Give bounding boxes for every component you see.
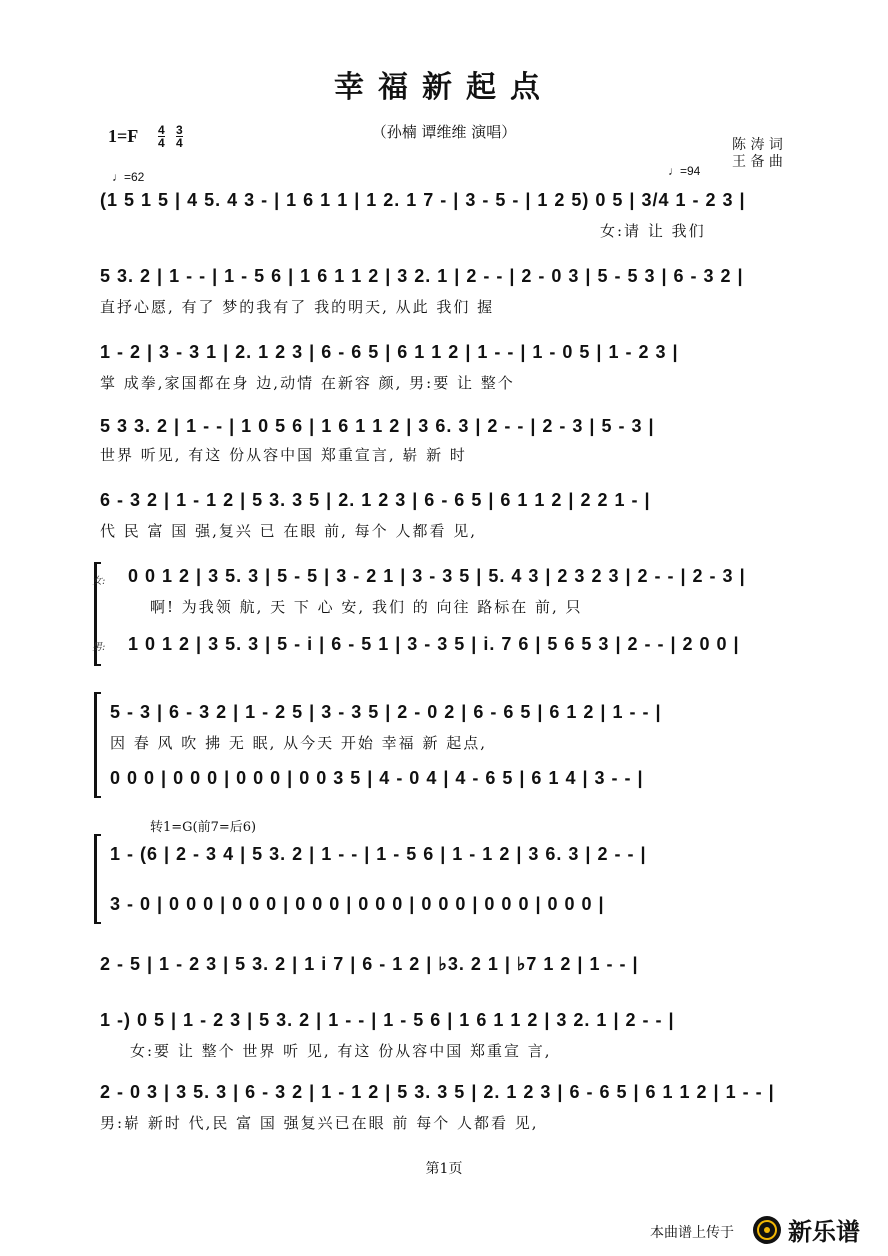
lyricist-credit: 陈 涛 词 bbox=[732, 137, 783, 153]
lyric-row-6: 啊! 为我领 航, 天 下 心 安, 我们 的 向往 路标在 前, 只 bbox=[150, 598, 583, 616]
lyric-row-4: 世界 听见, 有这 份从容中国 郑重宣言, 崭 新 时 bbox=[100, 446, 467, 464]
score-row-8: 5 - 3 | 6 - 3 2 | 1 - 2 5 | 3 - 3 5 | 2 - 0 2 | 6 - 6 5 | 6 1 2 | 1 - - | bbox=[110, 702, 662, 722]
time-signature-1 bbox=[158, 124, 165, 149]
record-disc-icon bbox=[752, 1215, 782, 1245]
score-row-2: 5 3. 2 | 1 - - | 1 - 5 6 | 1 6 1 1 2 | 3 2. 1 | 2 - - | 2 - 0 3 | 5 - 5 3 | 6 - 3 2 | bbox=[100, 266, 744, 286]
time-sig-num: 4 bbox=[158, 123, 165, 137]
time-signature-2 bbox=[176, 124, 183, 149]
score-row-13: 1 -) 0 5 | 1 - 2 3 | 5 3. 2 | 1 - - | 1 - 5 6 | 1 6 1 1 2 | 3 2. 1 | 2 - - | bbox=[100, 1010, 675, 1030]
lyric-row-5: 代 民 富 国 强,复兴 已 在眼 前, 每个 人都看 见, bbox=[100, 522, 477, 540]
score-row-7: 1 0 1 2 | 3 5. 3 | 5 - i | 6 - 5 1 | 3 - 3 5 | i. 7 6 | 5 6 5 3 | 2 - - | 2 0 0 | bbox=[128, 634, 740, 654]
system-brace-3 bbox=[94, 834, 101, 924]
lyric-row-2: 直抒心愿, 有了 梦的我有了 我的明天, 从此 我们 握 bbox=[100, 298, 495, 316]
time-sig-den: 4 bbox=[176, 136, 183, 150]
singers-line: （孙楠 谭维维 演唱） bbox=[371, 123, 517, 141]
lyric-row-8: 因 春 风 吹 拂 无 眠, 从今天 开始 幸福 新 起点, bbox=[110, 734, 487, 752]
score-row-5: 6 - 3 2 | 1 - 1 2 | 5 3. 3 5 | 2. 1 2 3 | 6 - 6 5 | 6 1 1 2 | 2 2 1 - | bbox=[100, 490, 651, 510]
time-sig-num: 3 bbox=[176, 123, 183, 137]
voice-label-male: 男: bbox=[92, 642, 106, 653]
system-brace-2 bbox=[94, 692, 101, 798]
score-row-3: 1 - 2 | 3 - 3 1 | 2. 1 2 3 | 6 - 6 5 | 6 1 1 2 | 1 - - | 1 - 0 5 | 1 - 2 3 | bbox=[100, 342, 679, 362]
key-signature: 1=F bbox=[108, 126, 139, 146]
brand-logo[interactable] bbox=[752, 1212, 860, 1247]
voice-label-female: 女: bbox=[92, 576, 106, 587]
time-sig-den: 4 bbox=[158, 136, 165, 150]
score-row-6: 0 0 1 2 | 3 5. 3 | 5 - 5 | 3 - 2 1 | 3 - 3 5 | 5. 4 3 | 2 3 2 3 | 2 - - | 2 - 3 | bbox=[128, 566, 746, 586]
score-row-14: 2 - 0 3 | 3 5. 3 | 6 - 3 2 | 1 - 1 2 | 5 3. 3 5 | 2. 1 2 3 | 6 - 6 5 | 6 1 1 2 | 1 - - | bbox=[100, 1082, 775, 1102]
lyric-row-3: 掌 成拳,家国都在身 边,动情 在新容 颜, 男:要 让 整个 bbox=[100, 374, 515, 392]
score-row-4: 5 3 3. 2 | 1 - - | 1 0 5 6 | 1 6 1 1 2 | 3 6. 3 | 2 - - | 2 - 3 | 5 - 3 | bbox=[100, 416, 655, 436]
score-row-12: 2 - 5 | 1 - 2 3 | 5 3. 2 | 1 i 7 | 6 - 1 2 | ♭3. 2 1 | ♭7 1 2 | 1 - - | bbox=[100, 954, 639, 974]
page-number: 第1页 bbox=[425, 1161, 463, 1177]
modulation-note: 转1=G(前7=后6) bbox=[150, 820, 257, 835]
lyric-row-14: 男:崭 新时 代,民 富 国 强复兴已在眼 前 每个 人都看 见, bbox=[100, 1114, 539, 1132]
score-row-11: 3 - 0 | 0 0 0 | 0 0 0 | 0 0 0 | 0 0 0 | 0 0 0 | 0 0 0 | 0 0 0 | bbox=[110, 894, 605, 914]
upload-text: 本曲谱上传于 bbox=[650, 1225, 734, 1241]
lyric-row-13: 女:要 让 整个 世界 听 见, 有这 份从容中国 郑重宣 言, bbox=[130, 1042, 552, 1060]
score-row-9: 0 0 0 | 0 0 0 | 0 0 0 | 0 0 3 5 | 4 - 0 4 | 4 - 6 5 | 6 1 4 | 3 - - | bbox=[110, 768, 644, 788]
tempo-main: ♩=94 bbox=[668, 164, 701, 178]
score-row-10: 1 - (6 | 2 - 3 4 | 5 3. 2 | 1 - - | 1 - 5 6 | 1 - 1 2 | 3 6. 3 | 2 - - | bbox=[110, 844, 647, 864]
brand-name: 新乐谱 bbox=[788, 1218, 860, 1246]
song-title: 幸福新起点 bbox=[334, 70, 554, 105]
score-row-1: (1 5 1 5 | 4 5. 4 3 - | 1 6 1 1 | 1 2. 1 7 - | 3 - 5 - | 1 2 5) 0 5 | 3/4 1 - 2 3 | bbox=[100, 190, 746, 210]
composer-credit: 王 备 曲 bbox=[732, 154, 783, 170]
lyric-row-1: 女:请 让 我们 bbox=[600, 222, 706, 240]
tempo-intro: ♩=62 bbox=[112, 170, 145, 184]
